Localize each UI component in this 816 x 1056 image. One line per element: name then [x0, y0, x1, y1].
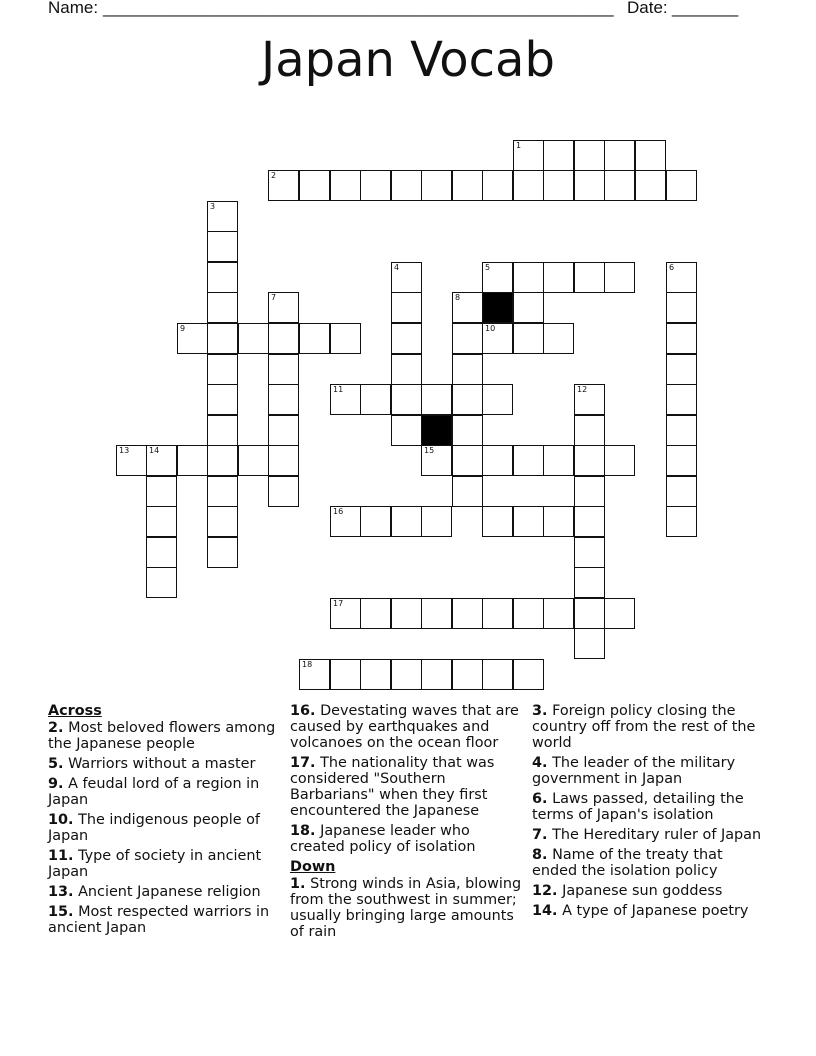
grid-cell[interactable]: [452, 292, 483, 323]
grid-cell[interactable]: [574, 445, 605, 476]
name-label: Name:: [48, 0, 99, 17]
grid-cell[interactable]: [513, 506, 544, 537]
page-title: Japan Vocab: [261, 32, 555, 88]
grid-cell[interactable]: [666, 384, 697, 415]
clue-number: 11: [333, 385, 344, 394]
clue-down-8: 8. Name of the treaty that ended the isolation policy: [532, 847, 723, 879]
grid-cell[interactable]: [391, 354, 422, 385]
grid-cell[interactable]: [360, 506, 391, 537]
grid-cell[interactable]: [574, 506, 605, 537]
clue-across-16: 16. Devestating waves that are caused by earthquakes and volcanoes on the ocean floor: [290, 703, 519, 751]
grid-cell[interactable]: [207, 476, 238, 507]
grid-cell[interactable]: [666, 506, 697, 537]
clue-down-7: 7. The Hereditary ruler of Japan: [532, 827, 762, 843]
grid-cell[interactable]: [330, 506, 361, 537]
clue-across-11: 11. Type of society in ancient Japan: [48, 848, 262, 880]
grid-cell[interactable]: [391, 292, 422, 323]
grid-cell[interactable]: [391, 262, 422, 293]
clue-across-5: 5. Warriors without a master: [48, 756, 256, 772]
grid-cell[interactable]: [238, 323, 269, 354]
grid-cell[interactable]: [330, 384, 361, 415]
grid-cell[interactable]: [635, 170, 666, 201]
grid-cell[interactable]: [513, 445, 544, 476]
grid-cell[interactable]: [238, 445, 269, 476]
grid-cell[interactable]: [207, 323, 238, 354]
clue-down-14: 14. A type of Japanese poetry: [532, 903, 749, 919]
grid-cell[interactable]: [391, 384, 422, 415]
grid-cell[interactable]: [574, 140, 605, 171]
grid-cell[interactable]: [452, 659, 483, 690]
grid-cell[interactable]: [604, 140, 635, 171]
grid-cell[interactable]: [574, 262, 605, 293]
clue-down-1: 1. Strong winds in Asia, blowing from the southwest in summer; usually bringing large amounts of rain: [290, 876, 522, 940]
clue-across-9: 9. A feudal lord of a region in Japan: [48, 776, 260, 808]
grid-cell[interactable]: [299, 170, 330, 201]
grid-cell[interactable]: [452, 598, 483, 629]
grid-cell[interactable]: [452, 415, 483, 446]
grid-cell[interactable]: [268, 170, 299, 201]
grid-cell[interactable]: [543, 170, 574, 201]
grid-cell[interactable]: [482, 262, 513, 293]
grid-cell[interactable]: [666, 415, 697, 446]
clue-number: 3: [210, 202, 216, 211]
grid-cell[interactable]: [574, 476, 605, 507]
grid-cell[interactable]: [360, 659, 391, 690]
clue-number: 13: [119, 446, 130, 455]
grid-cell[interactable]: [604, 598, 635, 629]
grid-cell[interactable]: [452, 323, 483, 354]
grid-cell[interactable]: [543, 140, 574, 171]
grid-cell[interactable]: [513, 659, 544, 690]
clue-number: 9: [180, 324, 186, 333]
grid-cell[interactable]: [268, 354, 299, 385]
grid-cell[interactable]: [513, 170, 544, 201]
clue-number: 1: [516, 141, 522, 150]
clue-down-12: 12. Japanese sun goddess: [532, 883, 723, 899]
clue-across-18: 18. Japanese leader who created policy of isolation: [290, 823, 476, 855]
grid-cell[interactable]: [207, 506, 238, 537]
grid-cell[interactable]: [666, 262, 697, 293]
clue-down-4: 4. The leader of the military government in Japan: [532, 755, 736, 787]
grid-cell[interactable]: [421, 170, 452, 201]
grid-cell[interactable]: [574, 170, 605, 201]
grid-cell[interactable]: [299, 323, 330, 354]
grid-cell[interactable]: [391, 598, 422, 629]
grid-cell[interactable]: [391, 323, 422, 354]
clues-column-2: [290, 702, 528, 944]
grid-cell[interactable]: [207, 231, 238, 262]
grid-cell[interactable]: [574, 598, 605, 629]
clue-number: 4: [394, 263, 400, 272]
grid-cell[interactable]: [666, 445, 697, 476]
grid-cell[interactable]: [482, 170, 513, 201]
grid-cell[interactable]: [268, 323, 299, 354]
clue-down-3: 3. Foreign policy closing the country off from the rest of the world: [532, 703, 756, 751]
grid-cell[interactable]: [666, 292, 697, 323]
grid-cell[interactable]: [421, 659, 452, 690]
grid-cell[interactable]: [146, 506, 177, 537]
grid-cell[interactable]: [635, 140, 666, 171]
grid-cell[interactable]: [207, 445, 238, 476]
date-field-line[interactable]: _______: [672, 0, 739, 17]
grid-cell[interactable]: [207, 415, 238, 446]
grid-cell[interactable]: [666, 354, 697, 385]
grid-cell[interactable]: [177, 323, 208, 354]
grid-cell[interactable]: [391, 170, 422, 201]
grid-cell[interactable]: [299, 659, 330, 690]
grid-cell[interactable]: [421, 445, 452, 476]
clue-number: 15: [424, 446, 435, 455]
clue-across-2: 2. Most beloved flowers among the Japanese people: [48, 720, 276, 752]
clue-across-15: 15. Most respected warriors in ancient Japan: [48, 904, 270, 936]
grid-cell[interactable]: [604, 170, 635, 201]
grid-cell[interactable]: [482, 323, 513, 354]
grid-cell[interactable]: [482, 384, 513, 415]
grid-cell[interactable]: [482, 445, 513, 476]
grid-cell[interactable]: [513, 598, 544, 629]
grid-cell[interactable]: [482, 659, 513, 690]
grid-cell[interactable]: [513, 140, 544, 171]
grid-cell[interactable]: [330, 659, 361, 690]
clue-number: 10: [485, 324, 496, 333]
grid-cell[interactable]: [146, 537, 177, 568]
clue-across-17: 17. The nationality that was considered "Southern Barbarians" when they first encountered the Japanese: [290, 755, 495, 819]
grid-cell[interactable]: [207, 201, 238, 232]
clue-number: 18: [302, 660, 313, 669]
black-square: [421, 415, 452, 446]
clue-number: 8: [455, 293, 461, 302]
grid-cell[interactable]: [391, 659, 422, 690]
grid-cell[interactable]: [207, 292, 238, 323]
grid-cell[interactable]: [177, 445, 208, 476]
grid-cell[interactable]: [513, 262, 544, 293]
grid-cell[interactable]: [543, 506, 574, 537]
grid-cell[interactable]: [666, 170, 697, 201]
grid-cell[interactable]: [452, 476, 483, 507]
grid-cell[interactable]: [482, 506, 513, 537]
grid-cell[interactable]: [330, 170, 361, 201]
clues-column-1: [48, 702, 283, 940]
grid-cell[interactable]: [330, 323, 361, 354]
clue-number: 16: [333, 507, 344, 516]
clue-number: 7: [271, 293, 277, 302]
clue-across-10: 10. The indigenous people of Japan: [48, 812, 260, 844]
clue-number: 12: [577, 385, 588, 394]
grid-cell[interactable]: [360, 170, 391, 201]
grid-cell[interactable]: [268, 384, 299, 415]
clue-number: 14: [149, 446, 160, 455]
black-square: [482, 292, 513, 323]
across-heading: Across: [48, 703, 102, 719]
name-field-line[interactable]: ______________________________________________________: [103, 0, 614, 17]
grid-cell[interactable]: [268, 445, 299, 476]
grid-cell[interactable]: [421, 506, 452, 537]
grid-cell[interactable]: [452, 445, 483, 476]
grid-cell[interactable]: [207, 354, 238, 385]
grid-cell[interactable]: [574, 415, 605, 446]
grid-cell[interactable]: [330, 598, 361, 629]
grid-cell[interactable]: [391, 415, 422, 446]
grid-cell[interactable]: [574, 384, 605, 415]
grid-cell[interactable]: [360, 598, 391, 629]
grid-cell[interactable]: [543, 598, 574, 629]
clue-number: 6: [669, 263, 675, 272]
grid-cell[interactable]: [452, 170, 483, 201]
grid-cell[interactable]: [207, 262, 238, 293]
clue-number: 17: [333, 599, 344, 608]
grid-cell[interactable]: [421, 384, 452, 415]
grid-cell[interactable]: [452, 384, 483, 415]
down-heading: Down: [290, 859, 336, 875]
grid-cell[interactable]: [604, 445, 635, 476]
date-label: Date:: [627, 0, 668, 17]
grid-cell[interactable]: [666, 323, 697, 354]
grid-cell[interactable]: [146, 445, 177, 476]
grid-cell[interactable]: [543, 323, 574, 354]
grid-cell[interactable]: [207, 537, 238, 568]
grid-cell[interactable]: [604, 262, 635, 293]
clues-column-3: [532, 702, 772, 923]
clue-down-6: 6. Laws passed, detailing the terms of Japan's isolation: [532, 791, 744, 823]
grid-cell[interactable]: [268, 476, 299, 507]
grid-cell[interactable]: [513, 292, 544, 323]
grid-cell[interactable]: [574, 628, 605, 659]
grid-cell[interactable]: [116, 445, 147, 476]
grid-cell[interactable]: [513, 323, 544, 354]
grid-cell[interactable]: [543, 262, 574, 293]
clue-across-13: 13. Ancient Japanese religion: [48, 884, 261, 900]
grid-cell[interactable]: [360, 384, 391, 415]
clue-number: 2: [271, 171, 277, 180]
grid-cell[interactable]: [421, 598, 452, 629]
grid-cell[interactable]: [391, 506, 422, 537]
grid-cell[interactable]: [666, 476, 697, 507]
grid-cell[interactable]: [543, 445, 574, 476]
grid-cell[interactable]: [482, 598, 513, 629]
clue-number: 5: [485, 263, 491, 272]
grid-cell[interactable]: [268, 292, 299, 323]
grid-cell[interactable]: [574, 537, 605, 568]
grid-cell[interactable]: [268, 415, 299, 446]
grid-cell[interactable]: [574, 567, 605, 598]
grid-cell[interactable]: [146, 476, 177, 507]
grid-cell[interactable]: [207, 384, 238, 415]
grid-cell[interactable]: [452, 354, 483, 385]
grid-cell[interactable]: [146, 567, 177, 598]
